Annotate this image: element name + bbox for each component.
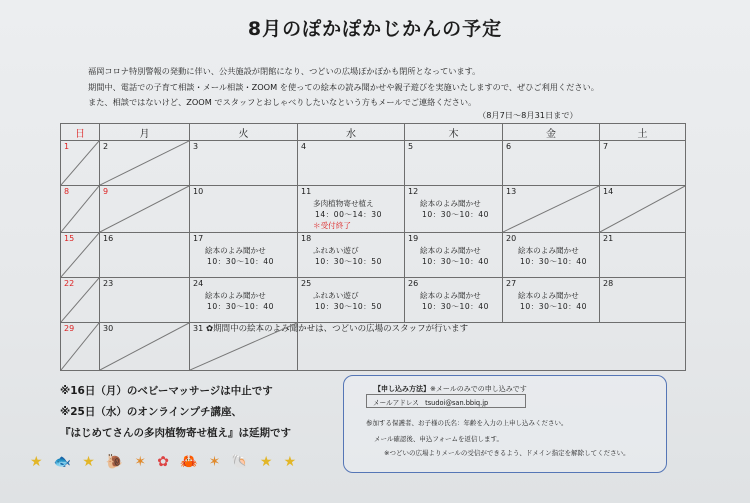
- day-cell: [600, 186, 686, 233]
- header-mon: 月: [100, 124, 190, 141]
- snail-icon: 🐌: [105, 454, 124, 470]
- day-number: 5: [408, 142, 414, 151]
- period-text: （8月7日〜8月31日まで）: [478, 110, 578, 120]
- flower-icon: ✿: [157, 454, 169, 470]
- day-cell: [298, 186, 405, 233]
- day-cell: [61, 233, 100, 278]
- day-cell: [61, 323, 100, 371]
- header-fri: 金: [503, 124, 600, 141]
- star-icon: ★: [30, 454, 43, 470]
- event-17: [205, 245, 294, 267]
- application-box: [343, 375, 667, 473]
- application-line: メール確認後、申込フォームを返信します。: [374, 435, 504, 443]
- event-11: [313, 198, 401, 231]
- header-thu: 木: [405, 124, 503, 141]
- day-number: 30: [103, 324, 114, 333]
- day-number: 29: [64, 324, 75, 333]
- intro-line: 福岡コロナ特別警報の発動に伴い、公共施設が閉館になり、つどいの広場ぽかぽかも閉所となっています。: [88, 66, 481, 76]
- event-time: 10：30〜10：50: [315, 302, 382, 311]
- intro-line: 期間中、電話での子育て相談・メール相談・ZOOM を使っての絵本の読み聞かせや親子遊びを実施いたしますので、ぜひご利用ください。: [88, 81, 599, 92]
- closed-slash: [503, 186, 599, 232]
- day-number: 12: [408, 187, 419, 196]
- day-cell: [190, 233, 298, 278]
- day-cell: [190, 278, 298, 323]
- event-time: 10：30〜10：40: [207, 257, 274, 266]
- day-cell: [61, 141, 100, 186]
- day-number: 19: [408, 234, 419, 243]
- calendar-week-row: [61, 141, 686, 186]
- event-27: [518, 290, 596, 312]
- header-tue: 火: [190, 124, 298, 141]
- day-cell: [100, 233, 190, 278]
- day-number: 10: [193, 187, 204, 196]
- event-time: 10：30〜10：50: [315, 257, 382, 266]
- day-number: 24: [193, 279, 204, 288]
- day-cell: [600, 141, 686, 186]
- event-name: 絵本のよみ聞かせ: [420, 291, 481, 300]
- event-time: 14：00〜14：30: [315, 210, 382, 219]
- day-number: 28: [603, 279, 614, 288]
- day-number: 20: [506, 234, 517, 243]
- day-number: 2: [103, 142, 109, 151]
- decoration-row: [30, 451, 302, 471]
- day-number: 26: [408, 279, 419, 288]
- day-cell: [298, 141, 405, 186]
- starfish-icon: ✶: [208, 454, 221, 470]
- day-cell: [405, 186, 503, 233]
- star-icon: ★: [259, 454, 273, 470]
- calendar-week-row: [61, 278, 686, 323]
- day-number: 16: [103, 234, 114, 243]
- header-wed: 水: [298, 124, 405, 141]
- day-cell: [61, 278, 100, 323]
- notice-line: ※16日（月）のベビーマッサージは中止です: [60, 385, 273, 397]
- event-24: [205, 290, 294, 312]
- day-cell: [298, 278, 405, 323]
- day-cell: [298, 233, 405, 278]
- event-name: 絵本のよみ聞かせ: [518, 246, 579, 255]
- day-number: 15: [64, 234, 75, 243]
- day-cell: [600, 278, 686, 323]
- event-name: 絵本のよみ聞かせ: [518, 291, 579, 300]
- day-cell: [503, 233, 600, 278]
- day-number: 21: [603, 234, 614, 243]
- event-note: ＊受付終了: [313, 221, 351, 230]
- event-name: 多肉植物寄せ植え: [313, 199, 374, 208]
- event-name: 絵本のよみ聞かせ: [205, 246, 266, 255]
- starfish-icon: ✶: [134, 454, 147, 470]
- day-number: 13: [506, 187, 517, 196]
- day-cell: [600, 233, 686, 278]
- day-cell: [503, 186, 600, 233]
- day-number: 6: [506, 142, 512, 151]
- calendar-week-row: [61, 233, 686, 278]
- day-number: 1: [64, 142, 70, 151]
- event-time: 10：30〜10：40: [422, 302, 489, 311]
- day-cell: [405, 233, 503, 278]
- day-cell: [503, 141, 600, 186]
- notice-line: ※25日（水）のオンラインプチ講座、: [60, 406, 243, 418]
- email-address[interactable]: tsudoi@san.bbiq.jp: [425, 399, 489, 407]
- star-icon: ★: [82, 454, 95, 470]
- event-18: [313, 245, 401, 267]
- application-label-note: ※メールのみでの申し込みです: [430, 385, 527, 393]
- day-number: 31: [193, 324, 204, 333]
- closed-slash: [100, 323, 189, 370]
- event-time: 10：30〜10：40: [520, 302, 587, 311]
- day-cell: [190, 323, 298, 371]
- day-number: 25: [301, 279, 312, 288]
- day-cell: [100, 141, 190, 186]
- day-number: 4: [301, 142, 307, 151]
- day-number: 8: [64, 187, 70, 196]
- day-number: 18: [301, 234, 312, 243]
- day-cell: [190, 141, 298, 186]
- day-number: 23: [103, 279, 114, 288]
- day-cell: [503, 278, 600, 323]
- intro-text: [88, 64, 708, 111]
- header-sat: 土: [600, 124, 686, 141]
- day-number: 27: [506, 279, 517, 288]
- calendar-footer-note: ✿期間中の絵本のよみ聞かせは、つどいの広場のスタッフが行います: [206, 324, 469, 334]
- day-cell: [405, 141, 503, 186]
- page-title: 8月のぽかぽかじかんの予定: [247, 18, 503, 40]
- closed-slash: [100, 141, 189, 185]
- event-12: [420, 198, 499, 220]
- closed-slash: [100, 186, 189, 232]
- email-label: メールアドレス: [373, 399, 419, 407]
- crab-icon: 🦀: [180, 454, 198, 470]
- event-20: [518, 245, 596, 267]
- day-number: 9: [103, 187, 109, 196]
- calendar-week-row: [61, 186, 686, 233]
- event-name: 絵本のよみ聞かせ: [420, 199, 481, 208]
- email-box: [366, 394, 526, 408]
- day-number: 17: [193, 234, 204, 243]
- application-line: ※つどいの広場よりメールの受信ができるよう、ドメイン指定を解除してください。: [384, 449, 630, 457]
- event-19: [420, 245, 499, 267]
- event-name: 絵本のよみ聞かせ: [205, 291, 266, 300]
- day-cell: [100, 278, 190, 323]
- day-cell: [100, 186, 190, 233]
- intro-line: また、相談ではないけど、ZOOM でスタッフとおしゃべりしたいなという方もメールでご連絡ください。: [88, 97, 477, 107]
- header-sun: 日: [61, 124, 100, 141]
- day-cell: [61, 186, 100, 233]
- shell-icon: 🐚: [231, 454, 249, 470]
- application-line: 参加する保護者、お子様の氏名：年齢を入力の上申し込みください。: [366, 419, 568, 427]
- application-label: 【申し込み方法】: [374, 385, 430, 393]
- event-25: [313, 290, 401, 312]
- event-name: 絵本のよみ聞かせ: [420, 246, 481, 255]
- event-time: 10：30〜10：40: [520, 257, 587, 266]
- notices: [60, 381, 291, 444]
- day-number: 3: [193, 142, 199, 151]
- application-heading: [374, 384, 527, 394]
- event-26: [420, 290, 499, 312]
- calendar-header-row: [61, 124, 686, 141]
- day-number: 22: [64, 279, 75, 288]
- day-number: 11: [301, 187, 312, 196]
- event-time: 10：30〜10：40: [207, 302, 274, 311]
- day-cell: [190, 186, 298, 233]
- event-name: ふれあい遊び: [313, 291, 359, 300]
- fish-icon: 🐟: [53, 454, 72, 470]
- event-time: 10：30〜10：40: [422, 257, 489, 266]
- day-number: 14: [603, 187, 614, 196]
- event-name: ふれあい遊び: [313, 246, 359, 255]
- closed-slash: [190, 323, 297, 370]
- star-icon: ★: [283, 454, 297, 470]
- notice-line: 『はじめてさんの多肉植物寄せ植え』は延期です: [60, 427, 291, 439]
- day-number: 7: [603, 142, 609, 151]
- day-cell: [100, 323, 190, 371]
- day-cell: [405, 278, 503, 323]
- event-time: 10：30〜10：40: [422, 210, 489, 219]
